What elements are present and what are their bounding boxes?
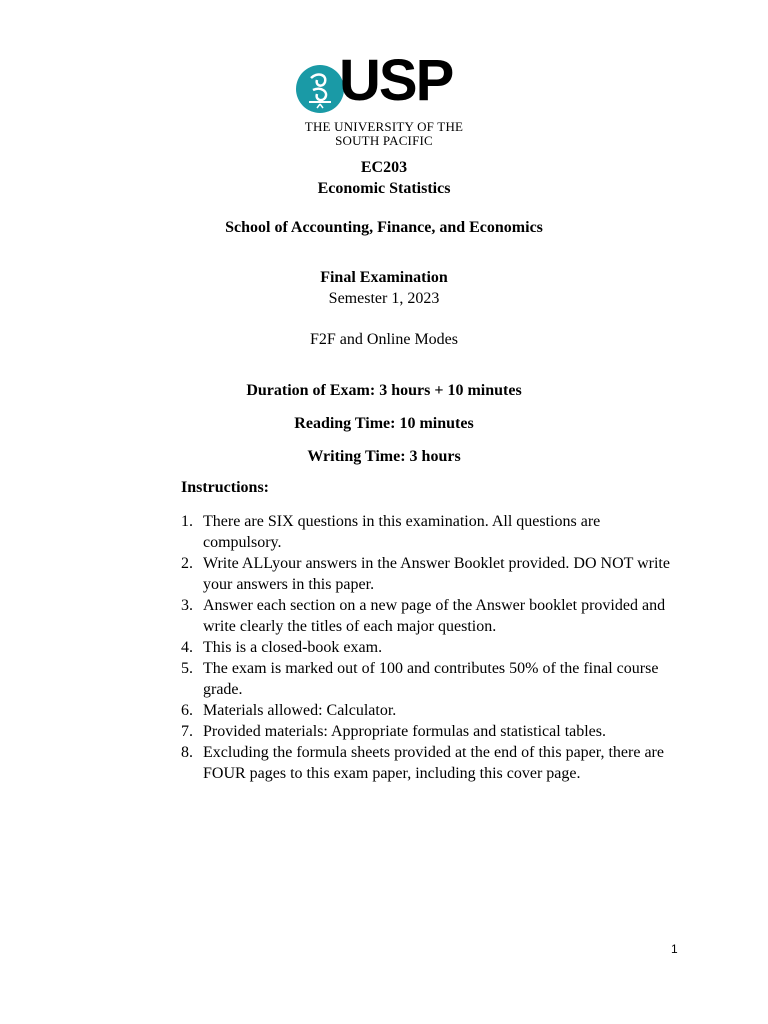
list-item: 2. Write ALLyour answers in the Answer Booklet provided. DO NOT write your answers in this paper. <box>181 555 670 593</box>
instructions-heading: Instructions: <box>181 479 270 496</box>
exam-modes: F2F and Online Modes <box>310 331 458 348</box>
reading-time: Reading Time: 10 minutes <box>294 415 474 432</box>
exam-semester: Semester 1, 2023 <box>328 290 440 307</box>
course-code: EC203 <box>360 159 408 176</box>
list-item: 8. Excluding the formula sheets provided at the end of this paper, there are FOUR pages to this exam paper, including this cover page. <box>181 744 664 782</box>
university-name: THE UNIVERSITY OF THE SOUTH PACIFIC <box>304 119 464 148</box>
exam-title: Final Examination <box>320 269 448 286</box>
list-item: 6. Materials allowed: Calculator. <box>181 702 397 719</box>
page-number: 1 <box>671 942 678 956</box>
usp-logo <box>293 48 475 150</box>
school-name: School of Accounting, Finance, and Economics <box>225 219 543 236</box>
usp-seal-icon <box>295 64 345 114</box>
exam-duration: Duration of Exam: 3 hours + 10 minutes <box>246 382 522 399</box>
instructions-list <box>181 511 671 784</box>
course-name: Economic Statistics <box>317 180 451 197</box>
list-item: 7. Provided materials: Appropriate formulas and statistical tables. <box>181 723 607 740</box>
list-item: 4. This is a closed-book exam. <box>181 639 383 656</box>
list-item: 5. The exam is marked out of 100 and contributes 50% of the final course grade. <box>181 660 659 698</box>
usp-wordmark: USP <box>339 48 453 113</box>
list-item: 1. There are SIX questions in this examination. All questions are compulsory. <box>181 513 601 551</box>
list-item: 3. Answer each section on a new page of the Answer booklet provided and write clearly the titles of each major question. <box>181 597 666 635</box>
writing-time: Writing Time: 3 hours <box>307 448 461 465</box>
